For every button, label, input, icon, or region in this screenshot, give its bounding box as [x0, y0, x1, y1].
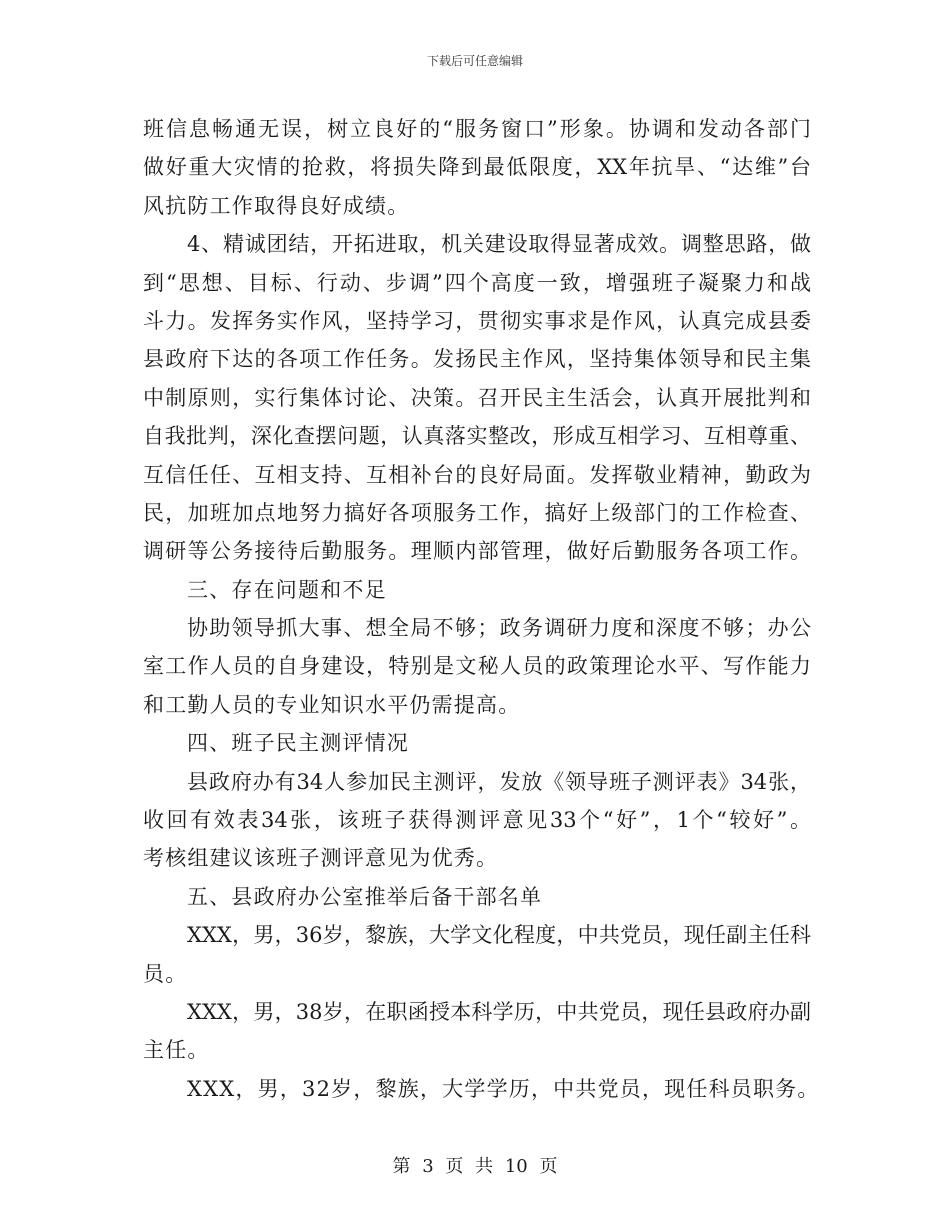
section-heading: 三、存在问题和不足	[187, 577, 387, 602]
candidate-entry: XXX，男，36岁，黎族，大学文化程度，中共党员，现任副主任科	[187, 923, 811, 948]
body-line: 调研等公务接待后勤服务。理顺内部管理，做好后勤服务各项工作。	[143, 539, 811, 564]
section-paragraph-start: 4、精诚团结，开拓进取，机关建设取得显著成效。调整思路，做	[187, 232, 811, 257]
body-line: 员。	[143, 961, 188, 986]
section-heading: 四、班子民主测评情况	[187, 731, 409, 756]
body-line: 主任。	[143, 1038, 210, 1063]
candidate-entry: XXX，男，38岁，在职函授本科学历，中共党员，现任县政府办副	[187, 999, 811, 1024]
body-line: 到“思想、目标、行动、步调”四个高度一致，增强班子凝聚力和战	[143, 270, 811, 295]
body-line: 和工勤人员的专业知识水平仍需提高。	[143, 692, 521, 717]
candidate-entry: XXX，男，32岁，黎族，大学学历，中共党员，现任科员职务。	[187, 1076, 820, 1101]
body-line: 协助领导抓大事、想全局不够；政务调研力度和深度不够；办公	[187, 616, 811, 641]
body-line: 考核组建议该班子测评意见为优秀。	[143, 846, 499, 871]
body-line: 自我批判，深化查摆问题，认真落实整改，形成互相学习、互相尊重、	[143, 424, 811, 449]
body-line: 班信息畅通无误，树立良好的“服务窗口”形象。协调和发动各部门	[143, 117, 811, 141]
body-line: 中制原则，实行集体讨论、决策。召开民主生活会，认真开展批判和	[143, 385, 811, 410]
page-header-note: 下载后可任意编辑	[426, 54, 523, 68]
page-number-footer: 第 3 页 共 10 页	[392, 1156, 558, 1177]
body-line: 县政府办有34人参加民主测评，发放《领导班子测评表》34张，	[187, 769, 811, 794]
body-line: 做好重大灾情的抢救，将损失降到最低限度，XX年抗旱、“达维”台	[143, 155, 811, 180]
body-line: 县政府下达的各项工作任务。发扬民主作风，坚持集体领导和民主集	[143, 347, 811, 372]
body-line: 收回有效表34张，该班子获得测评意见33个“好”，1个“较好”。	[143, 808, 811, 833]
document-body	[143, 110, 820, 1108]
body-line: 室工作人员的自身建设，特别是文秘人员的政策理论水平、写作能力	[143, 654, 811, 679]
section-heading: 五、县政府办公室推举后备干部名单	[187, 884, 543, 909]
body-line: 互信任任、互相支持、互相补台的良好局面。发挥敬业精神，勤政为	[143, 462, 811, 487]
body-line: 风抗防工作取得良好成绩。	[143, 193, 410, 218]
body-line: 斗力。发挥务实作风，坚持学习，贯彻实事求是作风，认真完成县委	[143, 308, 811, 333]
body-line: 民，加班加点地努力搞好各项服务工作，搞好上级部门的工作检查、	[143, 500, 811, 525]
